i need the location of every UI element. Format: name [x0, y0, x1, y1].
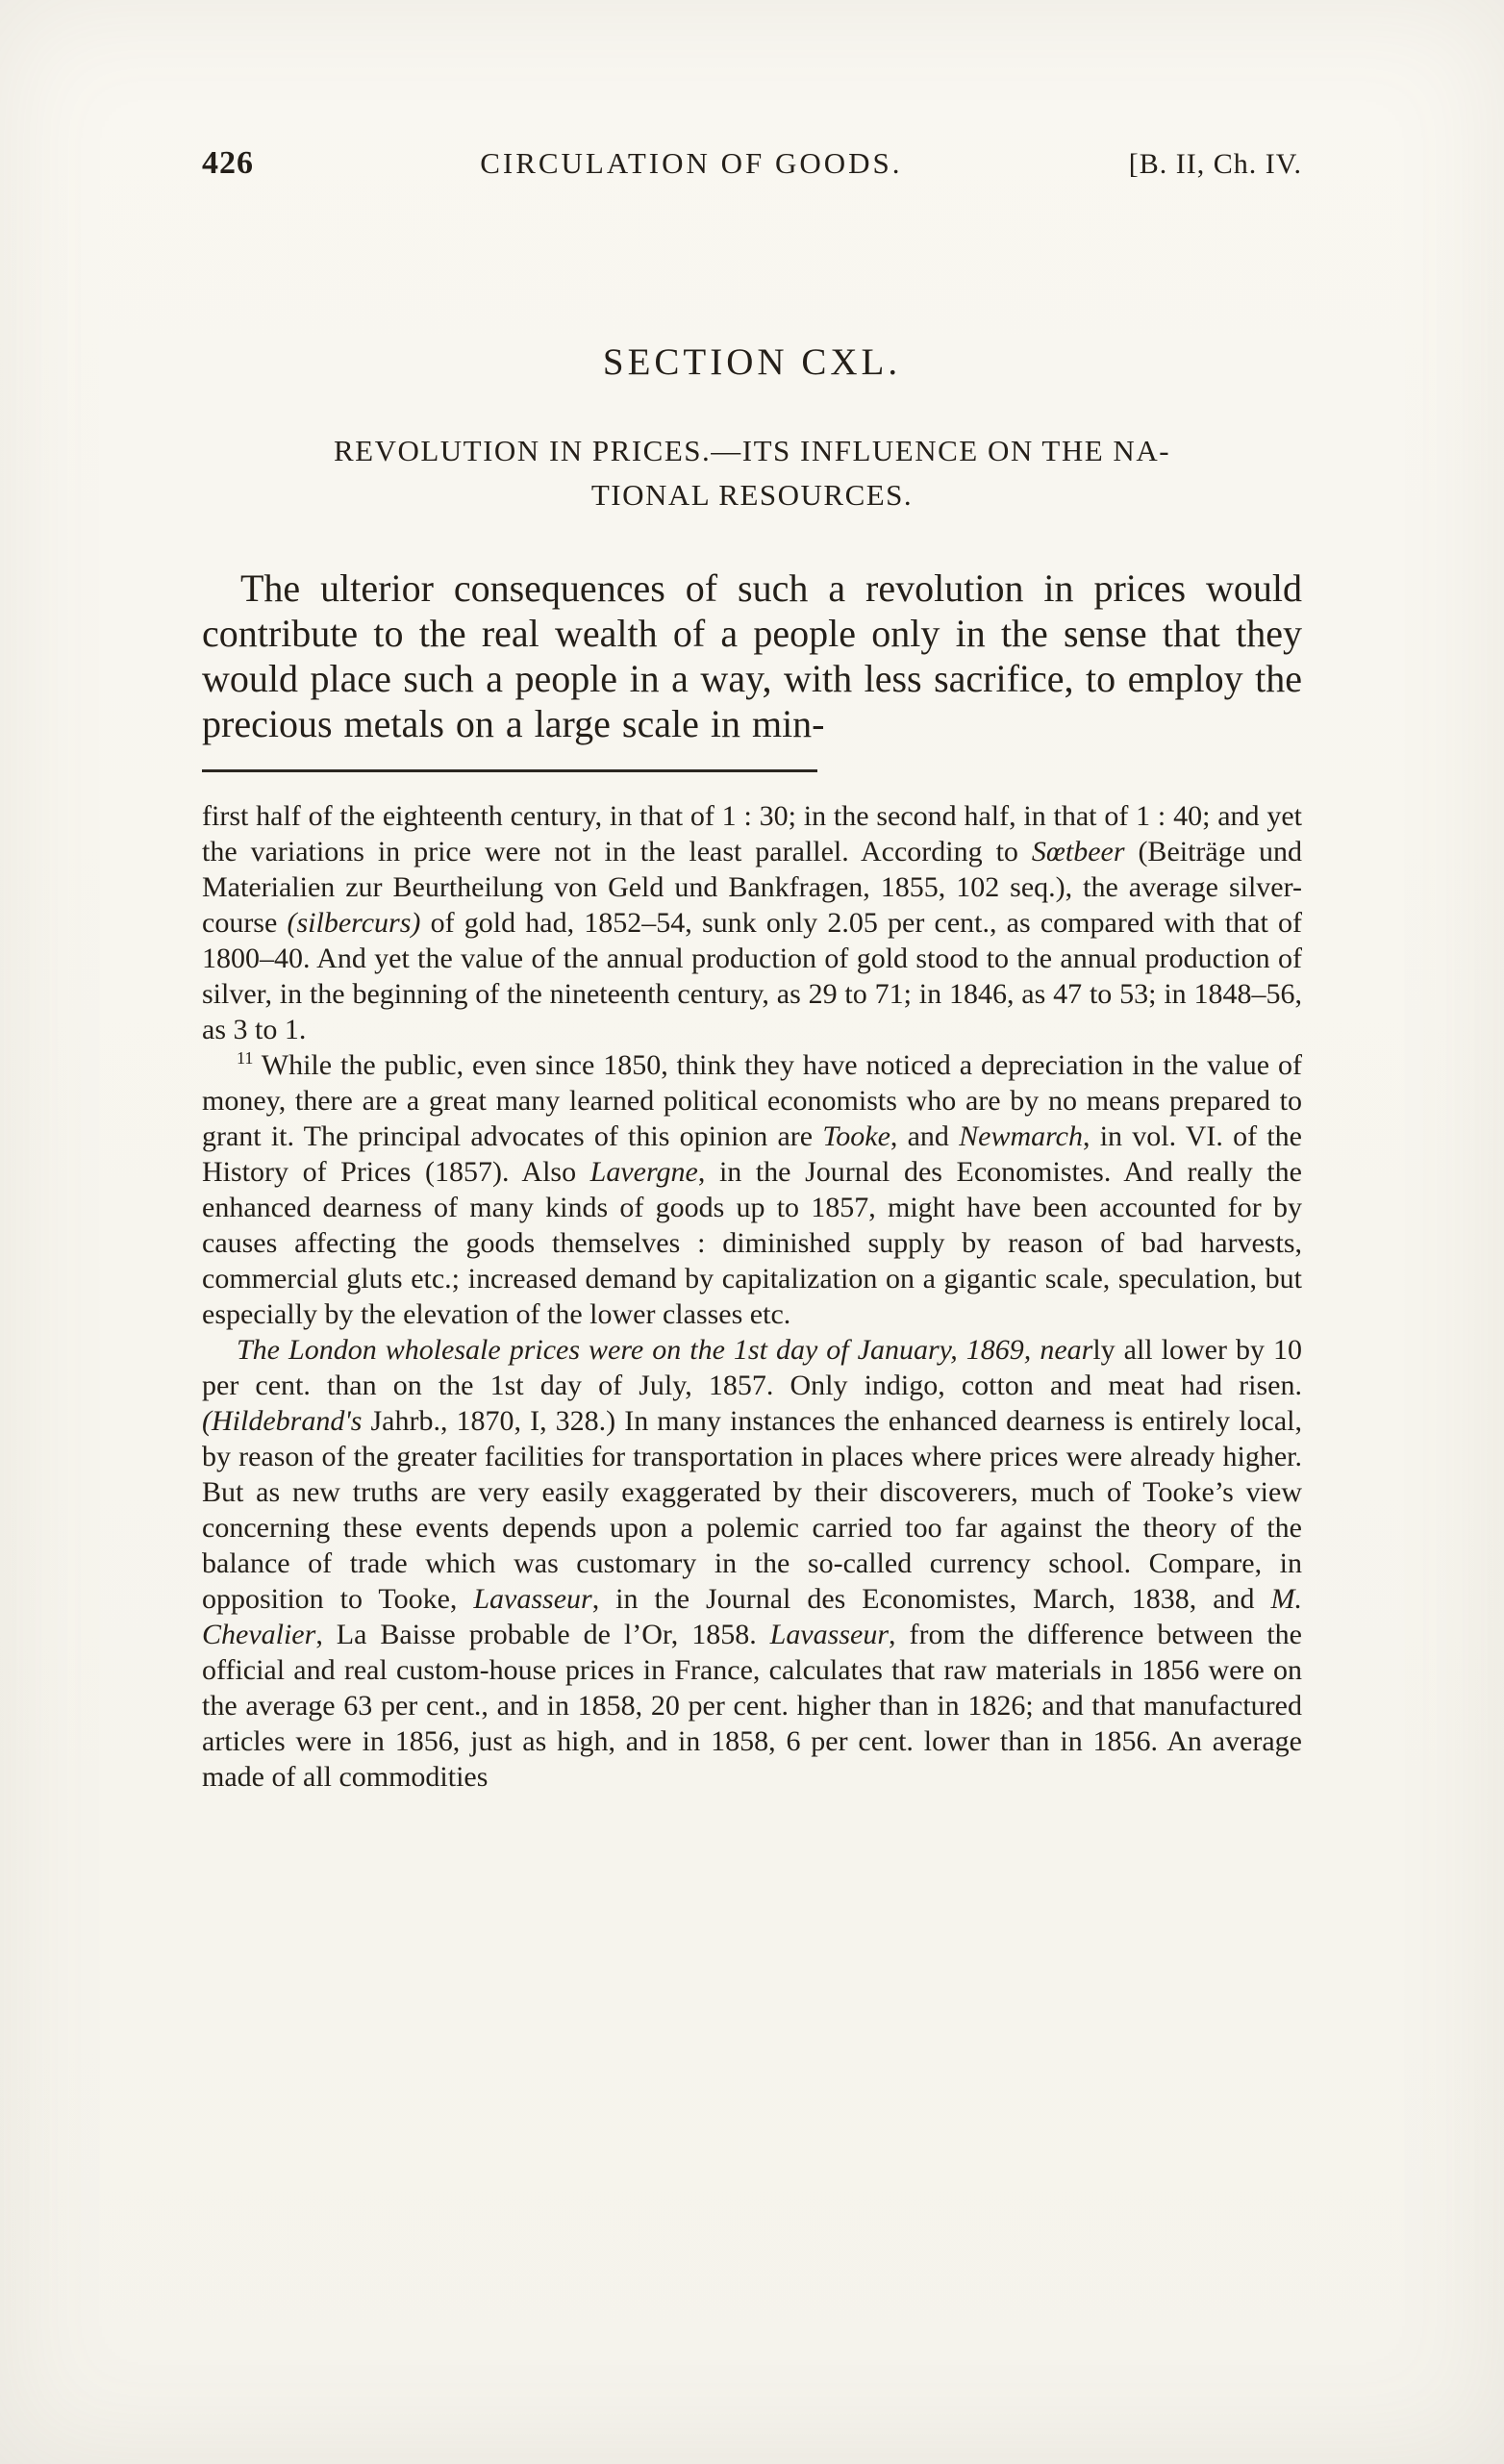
footnote-paragraph-2: $^{11}$ While the public, even since 1850, think they have noticed a depreciation in the value of money, there are a great many learned political economists who are by no means prepared to grant it. The principal advocates of this opinion are Tooke, and Newmarch, in vol. VI. of the History of Prices (1857). Also Lavergne, in the Journal des Economistes. And really the enhanced dearness of many kinds of goods up to 1857, might have been accounted for by causes affecting the goods themselves : diminished supply by reason of bad harvests, commercial gluts etc.; increased demand by capitalization on a gigantic scale, speculation, but especially by the elevation of the lower classes etc.: [202, 1048, 1302, 1330]
footnote-paragraph-3: The London wholesale prices were on the 1st day of January, 1869, nearly all lower by 10 per cent. than on the 1st day of July, 1857. Only indigo, cotton and meat had risen. (Hildebrand's Jahrb., 1870, I, 328.) In many instances the enhanced dearness is entirely local, by reason of the greater facilities for transportation in places where prices were already higher. But as new truths are very easily exaggerated by their discoverers, much of Tooke’s view concerning these events depends upon a polemic carried too far against the theory of the balance of trade which was customary in the so-called currency school. Compare, in opposition to Tooke, Lavasseur, in the Journal des Economistes, March, 1838, and M. Chevalier, La Baisse probable de l’Or, 1858. Lavasseur, from the difference between the official and real custom-house prices in France, calculates that raw materials in 1856 were on the average 63 per cent., and in 1858, 20 per cent. higher than in 1826; and that manufactured articles were in 1856, just as high, and in 1858, 6 per cent. lower than in 1856. An average made of all commodities: [202, 1334, 1302, 1793]
running-title: CIRCULATION OF GOODS.: [480, 146, 903, 180]
page-header: [202, 144, 1302, 184]
body-paragraph: The ulterior consequences of such a revolution in prices would contribute to the real wealth of a people only in the sense that they would place such a people in a way, with less sacrifice, to employ the precious metals on a large scale in min-: [202, 566, 1302, 745]
footnote-paragraph-1: first half of the eighteenth century, in that of 1 : 30; in the second half, in that of 1 : 40; and yet the variations in price were not in the least parallel. According to Sœtbeer (Beiträge und Materialien zur Beurtheilung von Geld und Bankfragen, 1855, 102 seq.), the average silver-course (silbercurs) of gold had, 1852–54, sunk only 2.05 per cent., as compared with that of 1800–40. And yet the value of the annual production of gold stood to the annual production of silver, in the beginning of the nineteenth century, as 29 to 71; in 1846, as 47 to 53; in 1848–56, as 3 to 1.: [202, 800, 1303, 1045]
section-subtitle-line-1: REVOLUTION IN PRICES.—ITS INFLUENCE ON THE NA-: [333, 434, 1171, 467]
section-title: SECTION CXL.: [602, 341, 902, 383]
section-subtitle-line-2: TIONAL RESOURCES.: [590, 478, 914, 512]
page-number: 426: [202, 145, 254, 181]
footnote-block: [202, 798, 1302, 1795]
section-subtitle: [202, 429, 1302, 517]
footnote-separator: [202, 769, 817, 772]
chapter-reference: [B. II, Ch. IV.: [1128, 148, 1302, 180]
